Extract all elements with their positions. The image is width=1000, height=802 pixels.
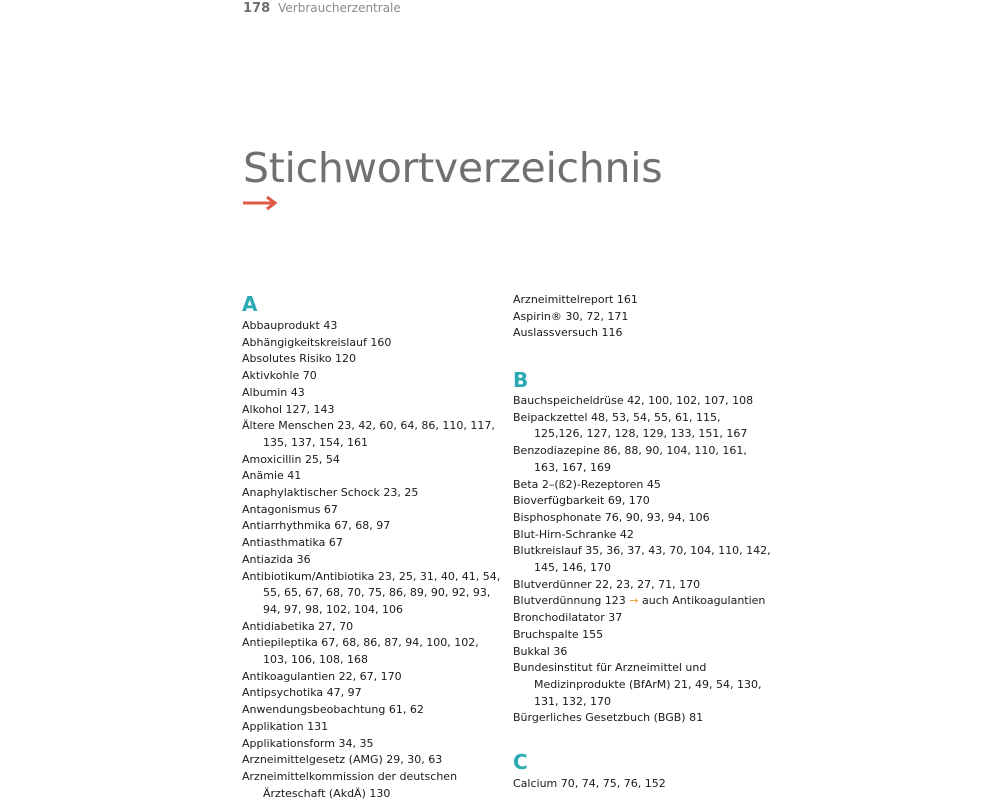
index-entry: Antibiotikum/Antibiotika 23, 25, 31, 40, 41, 54, 55, 65, 67, 68, 70, 75, 86, 89, 90, 92, 93, 94, 97, 98, 102, 104, 106: [242, 569, 501, 616]
index-entry: Aktivkohle 70: [242, 369, 317, 383]
index-entry: Arzneimittelgesetz (AMG) 29, 30, 63: [242, 753, 443, 767]
index-entry: Antiarrhythmika 67, 68, 97: [242, 519, 391, 533]
index-entry: Aspirin® 30, 72, 171: [513, 309, 629, 323]
see-reference-text: auch Antikoagulantien: [642, 594, 766, 608]
index-entry: Blutverdünner 22, 23, 27, 71, 170: [513, 577, 701, 591]
running-head: [243, 1, 401, 16]
index-entry: Alkohol 127, 143: [242, 402, 335, 416]
index-entry: Anaphylaktischer Schock 23, 25: [242, 486, 419, 500]
index-entry: Antiepileptika 67, 68, 86, 87, 94, 100, 102, 103, 106, 108, 168: [242, 636, 479, 667]
index-list-a-continued: [513, 292, 771, 342]
index-entry: Bürgerliches Gesetzbuch (BGB) 81: [513, 711, 704, 725]
section-letter-a: A: [242, 292, 258, 316]
index-entry: Beta 2–(ß2)-Rezeptoren 45: [513, 477, 661, 491]
index-entry: Blutkreislauf 35, 36, 37, 43, 70, 104, 110, 142, 145, 146, 170: [513, 544, 771, 575]
publisher-name: Verbraucherzentrale: [278, 1, 401, 15]
index-entry: Bronchodilatator 37: [513, 611, 623, 625]
section-letter-c: C: [513, 750, 528, 774]
index-list-b: [513, 393, 771, 727]
arrow-right-icon: →: [629, 594, 639, 608]
index-entry: Abhängigkeitskreislauf 160: [242, 335, 392, 349]
index-entry: Bisphosphonate 76, 90, 93, 94, 106: [513, 510, 710, 524]
index-entry: Beipackzettel 48, 53, 54, 55, 61, 115, 125,126, 127, 128, 129, 133, 151, 167: [513, 410, 748, 441]
index-entry: Albumin 43: [242, 385, 305, 399]
index-entry: Arzneimittelreport 161: [513, 293, 638, 306]
index-entry: Benzodiazepine 86, 88, 90, 104, 110, 161, 163, 167, 169: [513, 444, 747, 474]
index-entry: Antikoagulantien 22, 67, 170: [242, 669, 402, 683]
index-entry: Antiasthmatika 67: [242, 536, 343, 550]
index-entry: Bruchspalte 155: [513, 627, 604, 641]
index-entry: Applikationsform 34, 35: [242, 736, 374, 750]
index-entry: Bauchspeicheldrüse 42, 100, 102, 107, 108: [513, 394, 754, 407]
index-entry: Ältere Menschen 23, 42, 60, 64, 86, 110, 117, 135, 137, 154, 161: [242, 419, 495, 449]
index-entry: Applikation 131: [242, 719, 329, 733]
index-entry: Arzneimittelkommission der deutschen Ärzteschaft (AkdÄ) 130: [242, 769, 458, 800]
page-title: Stichwortverzeichnis: [243, 144, 663, 192]
index-entry: Bukkal 36: [513, 644, 568, 658]
section-letter-b: B: [513, 368, 529, 392]
index-entry: Bundesinstitut für Arzneimittel und Medizinprodukte (BfArM) 21, 49, 54, 130, 131, 132, 170: [513, 661, 762, 708]
index-entry: Antiazida 36: [242, 552, 311, 566]
page-number: 178: [243, 1, 271, 16]
index-list-c: [513, 776, 771, 793]
index-list-a: [242, 318, 504, 802]
index-entry: Blut-Hirn-Schranke 42: [513, 527, 634, 541]
index-entry: Amoxicillin 25, 54: [242, 452, 340, 466]
index-entry: Antidiabetika 27, 70: [242, 619, 354, 633]
arrow-right-icon: [243, 194, 279, 212]
index-entry: Antagonismus 67: [242, 502, 338, 516]
index-entry: Anämie 41: [242, 469, 302, 483]
index-entry: Auslassversuch 116: [513, 326, 623, 340]
index-entry: Calcium 70, 74, 75, 76, 152: [513, 777, 666, 790]
index-entry: Antipsychotika 47, 97: [242, 686, 362, 700]
index-term: Blutverdünnung 123: [513, 594, 626, 608]
index-entry: Bioverfügbarkeit 69, 170: [513, 494, 650, 508]
index-entry: Abbauprodukt 43: [242, 319, 338, 332]
index-entry: Anwendungsbeobachtung 61, 62: [242, 703, 424, 717]
index-entry: Absolutes Risiko 120: [242, 352, 356, 366]
index-entry-see-reference: [513, 593, 771, 610]
